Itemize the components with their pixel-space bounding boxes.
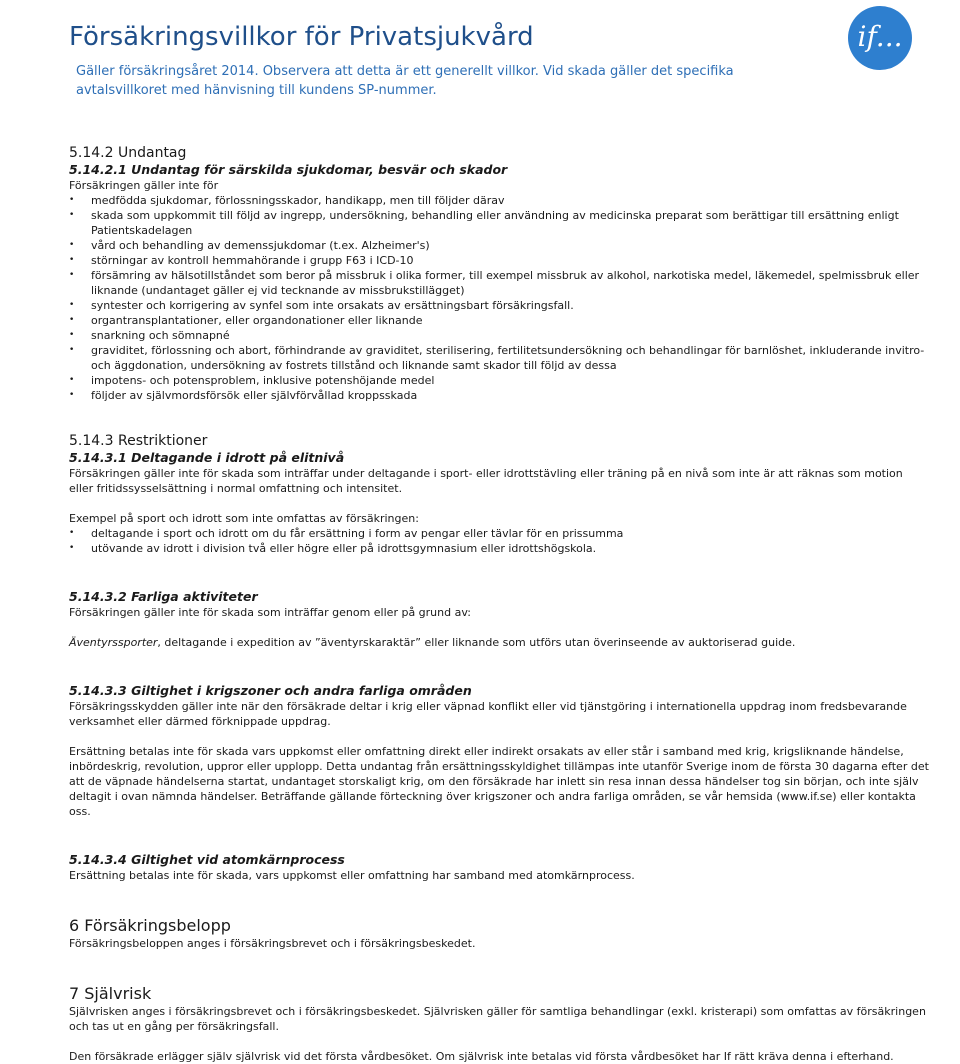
exclusions-intro: Försäkringen gäller inte för [69, 179, 219, 192]
list-item: • utövande av idrott i division två eller högre eller på idrottsgymnasium eller idrottshögskola. [69, 541, 929, 556]
paragraph: Försäkringsbeloppen anges i försäkringsbrevet och i försäkringsbeskedet. [69, 937, 476, 950]
section-heading-7: 7 Självrisk [69, 984, 152, 1003]
list-item: • följder av självmordsförsök eller självförvållad kroppsskada [69, 388, 929, 403]
paragraph: Försäkringen gäller inte för skada som inträffar genom eller på grund av: [69, 606, 471, 619]
paragraph: Den försäkrade erlägger själv självrisk vid det första vårdbesöket. Om självrisk inte betalas vid första vårdbesöket har If rätt kräva denna i efterhand. [69, 1050, 894, 1063]
if-logo: if... [848, 6, 912, 70]
subsection-heading-5-14-2-1: 5.14.2.1 Undantag för särskilda sjukdomar, besvär och skador [69, 162, 508, 177]
paragraph: Försäkringen gäller inte för skada som inträffar under deltagande i sport- eller idrottstävling eller träning på en nivå som inte är att räknas som motion eller fritidssysselsättning i normal omfattning och intensitet. [69, 467, 903, 495]
list-item: • graviditet, förlossning och abort, förhindrande av graviditet, sterilisering, fertilitetsundersökning och behandlingar för barnlöshet, inkluderande invitro- och äggdonation, undersökning av fostrets tillstånd och liknande samt skador till följd av dessa [69, 343, 929, 373]
list-item: • impotens- och potensproblem, inklusive potenshöjande medel [69, 373, 929, 388]
list-item: • snarkning och sömnapné [69, 328, 929, 343]
paragraph: Försäkringsskydden gäller inte när den försäkrade deltar i krig eller väpnad konflikt eller vid tjänstgöring i internationella uppdrag inom fredsbevarande verksamhet eller därmed förknippade uppdrag. [69, 700, 907, 728]
paragraph: Ersättning betalas inte för skada, vars uppkomst eller omfattning har samband med atomkärnprocess. [69, 869, 635, 882]
paragraph: Exempel på sport och idrott som inte omfattas av försäkringen: [69, 512, 419, 525]
subsection-heading-5-14-3-4: 5.14.3.4 Giltighet vid atomkärnprocess [69, 852, 345, 867]
list-item: • vård och behandling av demenssjukdomar (t.ex. Alzheimer's) [69, 238, 929, 253]
subsection-heading-5-14-3-2: 5.14.3.2 Farliga aktiviteter [69, 589, 258, 604]
list-item: • medfödda sjukdomar, förlossningsskador, handikapp, men till följder därav [69, 193, 929, 208]
subsection-heading-5-14-3-3: 5.14.3.3 Giltighet i krigszoner och andra farliga områden [69, 683, 472, 698]
list-item: • deltagande i sport och idrott om du får ersättning i form av pengar eller tävlar för en prissumma [69, 526, 929, 541]
paragraph: Ersättning betalas inte för skada vars uppkomst eller omfattning direkt eller indirekt orsakats av eller står i samband med krig, krigsliknande händelse, inbördeskrig, revolution, uppror eller upplopp. Detta undantag från ersättningsskyldighet tillämpas inte utanför Sverige inom de första 30 dagarna efter det att de väpnade händelserna startat, undantaget storskaligt krig, om den försäkrade har inlett sin resa innan dessa händelser tog sin början, och inte själv deltagit i ovan nämnda händelser. Beträffande gällande förteckning över krigszoner och andra farliga områden, se vår hemsida (www.if.se) eller kontakta oss. [69, 745, 929, 818]
italic-term: Äventyrssporter [69, 636, 158, 649]
document-body [69, 145, 929, 1064]
section-heading-5-14-3: 5.14.3 Restriktioner [69, 433, 208, 449]
page-subtitle: Gäller försäkringsåret 2014. Observera att detta är ett generellt villkor. Vid skada gäller det specifika avtalsvillkoret med hänvisning till kundens SP-nummer. [76, 64, 734, 98]
list-item: • syntester och korrigering av synfel som inte orsakats av ersättningsbart försäkringsfall. [69, 298, 929, 313]
page-title: Försäkringsvillkor för Privatsjukvård [69, 22, 534, 52]
paragraph: Självrisken anges i försäkringsbrevet och i försäkringsbeskedet. Självrisken gäller för samtliga behandlingar (exkl. kristerapi) som omfattas av försäkringen och tas ut en gång per försäkringsfall. [69, 1005, 926, 1033]
subsection-heading-5-14-3-1: 5.14.3.1 Deltagande i idrott på elitnivå [69, 450, 345, 465]
dotted-divider [4, 129, 960, 137]
sport-examples-list [69, 526, 929, 556]
paragraph: Äventyrssporter, deltagande i expedition av ”äventyrskaraktär” eller liknande som utförs utan överinseende av auktoriserad guide. [69, 636, 796, 649]
section-heading-6: 6 Försäkringsbelopp [69, 916, 231, 935]
list-item: • organtransplantationer, eller organdonationer eller liknande [69, 313, 929, 328]
list-item: • störningar av kontroll hemmahörande i grupp F63 i ICD-10 [69, 253, 929, 268]
exclusions-list [69, 193, 929, 403]
list-item: • försämring av hälsotillståndet som beror på missbruk i olika former, till exempel missbruk av alkohol, narkotiska medel, läkemedel, spelmissbruk eller liknande (undantaget gäller ej vid tecknande av missbrukstillägget) [69, 268, 929, 298]
list-item: • skada som uppkommit till följd av ingrepp, undersökning, behandling eller användning av medicinska preparat som berättigar till ersättning enligt Patientskadelagen [69, 208, 929, 238]
section-heading-5-14-2: 5.14.2 Undantag [69, 145, 187, 161]
